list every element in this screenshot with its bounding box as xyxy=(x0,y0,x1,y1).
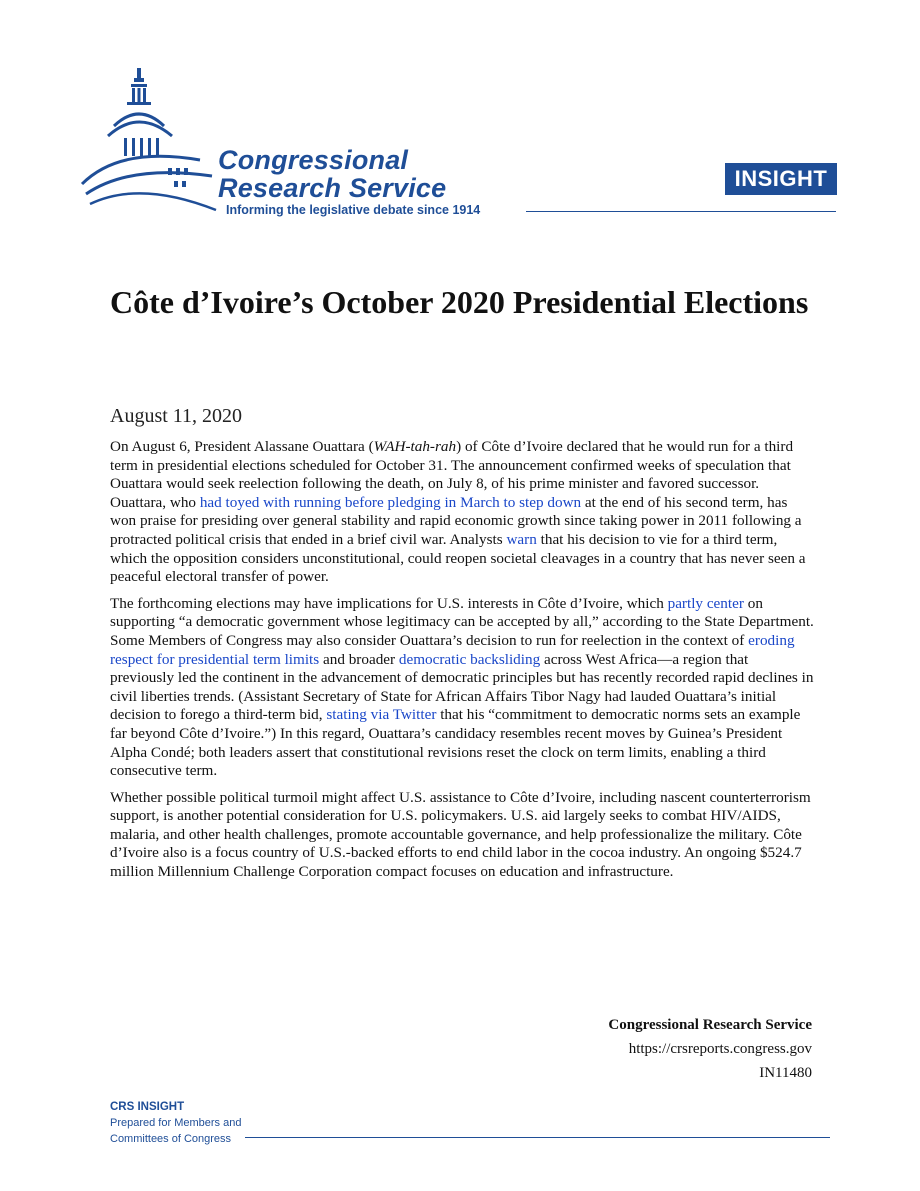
footer-rule xyxy=(245,1137,830,1138)
paragraph-1 xyxy=(110,438,815,587)
text-run: on supporting “a democratic government whose legitimacy can be accepted by all,” according to the State Department. Some Members of Congress may also consider Ouattara’s decision to run for reelection in the context of xyxy=(110,594,814,649)
pronunciation: WAH-tah-rah xyxy=(373,438,457,455)
text-run: at the end of his second term, has won praise for presiding over general stability and rapid economic growth since taking power in 2011 following a protracted political crisis that ended in a brief civil war. Analysts xyxy=(110,493,802,548)
text-run: and broader xyxy=(319,650,399,668)
crs-insight-label: CRS INSIGHT xyxy=(110,1101,185,1113)
footer-org: Congressional Research Service xyxy=(608,1017,812,1033)
crs-wordmark xyxy=(218,146,446,202)
text-run: On August 6, President Alassane Ouattara ( xyxy=(110,438,374,455)
crs-logo xyxy=(80,64,550,224)
link-partly-center[interactable]: partly center xyxy=(667,594,744,612)
text-run: across West Africa—a region that previously led the continent in the advancement of democratic principles but has recently recorded rapid declines in civil liberties trends. (Assistant Secretary of State for African Affairs Tibor Nagy had lauded Ouattara’s initial decision to forego a third-term bid, xyxy=(110,650,814,724)
header-rule xyxy=(526,211,836,212)
link-warn[interactable]: warn xyxy=(506,530,537,548)
text-run: that his decision to vie for a third term, which the opposition considers unconstitutional, could reopen societal cleavages in a country that has never seen a peaceful electoral transfer of power. xyxy=(110,530,806,586)
crs-tagline: Informing the legislative debate since 1914 xyxy=(226,203,481,217)
page-title: Côte d’Ivoire’s October 2020 Presidential Elections xyxy=(110,284,809,320)
link-eroding-respect[interactable]: eroding respect for presidential term limits xyxy=(110,631,795,668)
prepared-line-1: Prepared for Members and xyxy=(110,1117,242,1129)
capitol-dome-icon xyxy=(80,64,230,224)
link-stating-via-twitter[interactable]: stating via Twitter xyxy=(326,706,437,724)
prepared-line-2: Committees of Congress xyxy=(110,1133,232,1145)
insight-badge: INSIGHT xyxy=(725,163,837,195)
link-toyed-with-running[interactable]: had toyed with running before pledging in March to step down xyxy=(199,493,582,511)
footer-url: https://crsreports.congress.gov xyxy=(628,1041,812,1057)
paragraph-3 xyxy=(110,789,815,882)
link-democratic-backsliding[interactable]: democratic backsliding xyxy=(398,650,541,668)
text-run: The forthcoming elections may have implications for U.S. interests in Côte d’Ivoire, which xyxy=(110,594,668,612)
crs-insight-footer xyxy=(110,1099,241,1147)
crs-wordmark-line2: Research Service xyxy=(218,173,447,203)
text-run: that his “commitment to democratic norms sets an example far beyond Côte d’Ivoire.”) In this regard, Ouattara’s candidacy resembles recent moves by Guinea’s President Alpha Condé; both leaders assert that constitutional revisions reset the clock on term limits, enabling a third consecutive term. xyxy=(110,706,801,780)
crs-wordmark-line1: Congressional xyxy=(218,145,409,175)
text-run: Whether possible political turmoil might affect U.S. assistance to Côte d’Ivoire, including nascent counterterrorism support, is another potential consideration for U.S. policymakers. U.S. aid largely seeks to combat HIV/AIDS, malaria, and other health challenges, promote accountable governance, and help professionalize the military. Côte d’Ivoire also is a focus country of U.S.-backed efforts to end child labor in the cocoa industry. An ongoing $524.7 million Millennium Challenge Corporation compact focuses on education and infrastructure. xyxy=(110,788,811,881)
paragraph-2 xyxy=(110,595,815,781)
publication-date: August 11, 2020 xyxy=(110,405,243,427)
text-run: ) of Côte d’Ivoire declared that he would run for a third term in presidential elections scheduled for October 31. The announcement confirmed weeks of speculation that Ouattara would seek reelection following the death, on July 8, of his prime minister and favored successor. Ouattara, who xyxy=(110,438,794,511)
footer-info xyxy=(608,1013,812,1085)
article-body xyxy=(110,438,815,890)
report-id: IN11480 xyxy=(759,1065,812,1081)
